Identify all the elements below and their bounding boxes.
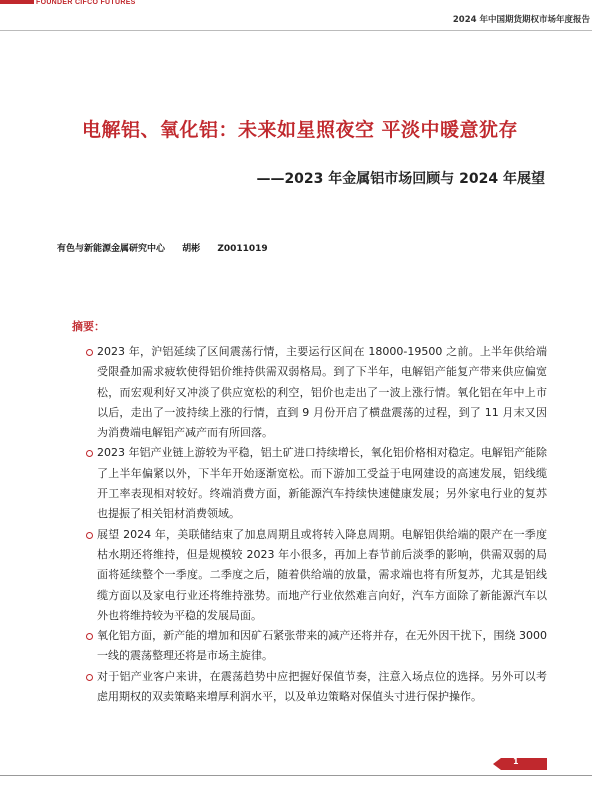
- abstract-text: 展望 2024 年，美联储结束了加息周期且或将转入降息周期。电解铝供给端的限产在一季度枯水期还将维持，但是规模较 2023 年小很多，再加上春节前后淡季的影响，供需双弱的局面将延续整个一季度。二季度之后，随着供给端的放量，需求端也将有所复苏，尤其是铝线缆方面以及家电行业还将维持涨势。而地产行业依然难言向好，汽车方面除了新能源汽车以外也将维持较为平稳的发展局面。: [97, 527, 547, 622]
- abstract-item: [86, 443, 547, 524]
- abstract-item: [86, 525, 547, 626]
- abstract-text: 对于铝产业客户来讲，在震荡趋势中应把握好保值节奏，注意入场点位的选择。另外可以考虑用期权的双卖策略来增厚利润水平，以及单边策略对保值头寸进行保护操作。: [97, 669, 547, 704]
- header-divider: [0, 30, 592, 31]
- abstract-item: [86, 626, 547, 667]
- bullet-circle-icon: [86, 349, 93, 356]
- page-number-badge: [493, 758, 547, 770]
- abstract-heading: 摘要：: [72, 320, 105, 333]
- page-badge-shape: [493, 758, 547, 770]
- author-info: [57, 241, 282, 254]
- author-name: 胡彬: [182, 244, 201, 254]
- logo-bar: [0, 0, 34, 4]
- abstract-item: [86, 342, 547, 443]
- bullet-circle-icon: [86, 674, 93, 681]
- abstract-list: [86, 342, 547, 707]
- bullet-circle-icon: [86, 633, 93, 640]
- abstract-text: 2023 年铝产业链上游较为平稳，铝土矿进口持续增长，氧化铝价格相对稳定。电解铝产能除了上半年偏紧以外，下半年开始逐渐宽松。而下游加工受益于电网建设的高速发展，铝线缆开工率表现相对较好。终端消费方面，新能源汽车持续快速健康发展；另外家电行业的复苏也提振了相关铝材消费领域。: [97, 446, 547, 521]
- company-name: FOUNDER CIFCO FUTURES: [36, 0, 136, 6]
- footer-divider: [0, 775, 592, 776]
- page-number: 1: [513, 757, 519, 766]
- report-title: 2024 年中国期货期权市场年度报告: [452, 15, 590, 25]
- abstract-item: [86, 667, 547, 708]
- abstract-text: 氧化铝方面，新产能的增加和因矿石紧张带来的减产还将并存，在无外因干扰下，围绕 3000 一线的震荡整理还将是市场主旋律。: [97, 629, 547, 663]
- page-title: 电解铝、氧化铝：未来如星照夜空 平淡中暖意犹存: [81, 119, 519, 141]
- author-department: 有色与新能源金属研究中心: [57, 244, 166, 254]
- abstract-text: 2023 年，沪铝延续了区间震荡行情，主要运行区间在 18000-19500 之前。上半年供给端受限叠加需求疲软使得铝价维持供需双弱格局。到了下半年，电解铝产能复产带来供应偏宽松，而宏观利好又冲淡了供应宽松的利空，铝价也走出了一波上涨行情。氧化铝在年中上市以后，走出了一波持续上涨的行情，直到 9 月份开启了横盘震荡的过程，到了 11 月末又因为消费端电解铝产减产而有所回落。: [97, 345, 547, 440]
- bullet-circle-icon: [86, 450, 93, 457]
- page-subtitle: ——2023 年金属铝市场回顾与 2024 年展望: [256, 171, 545, 187]
- author-license: Z0011019: [217, 244, 268, 254]
- company-logo: [0, 0, 140, 16]
- bullet-circle-icon: [86, 532, 93, 539]
